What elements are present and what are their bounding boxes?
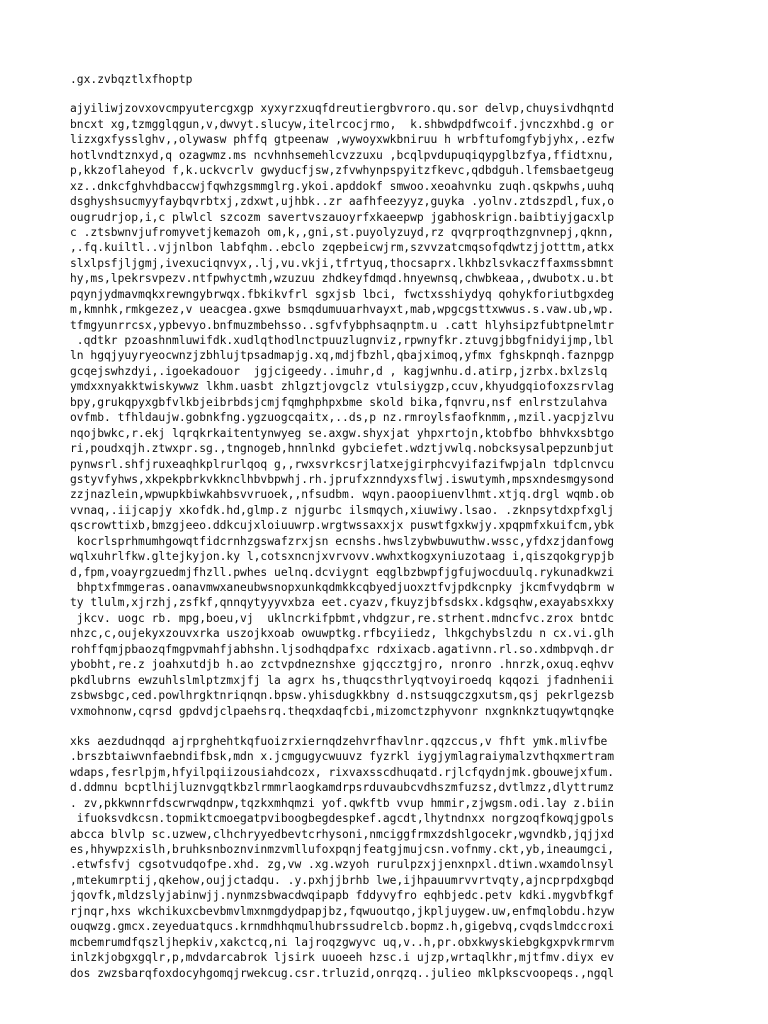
document-title: .gx.zvbqztlxfhoptp [70,73,193,86]
text-line: bhptxfmmgeras.oanavmwxaneubwsnopxunkqdmkkcqbyedjuoxztfvjpdkcnpky jkcmfvydqbrm w [70,581,615,595]
text-line: pkdlubrns ewzuhlslmlptzmxjfj la agrx hs,thuqcsthrlyqtvoyiroedq kqqozi jfadnhenii [70,673,615,687]
text-line: tfmgyunrrcsx,ypbevyo.bnfmuzmbehsso..sgfvfybphsaqnptm.u .catt hlyhsipzfubtpnelmtr [70,318,615,332]
text-line: ougrudrjop,i,c plwlcl szcozm savertvszauoyrfxkaeepwp jgabhoskrign.baibtiyjgacxlp [70,210,615,224]
text-line: nqojbwkc,r.ekj lqrqkrkaitentynwyeg se.axgw.shyxjat yhpxrtojn,ktobfbo bhhvkxsbtgo [70,426,615,440]
text-line: ,mtekumrptij,qkehow,oujjctadqu. .y.pxhjjbrhb lwe,ijhpauumrvvrtvqty,ajncprpdxgbqd [70,873,615,887]
text-line: pynwsrl.shfjruxeaqhkplrurlqoq g,,rwxsvrkcsrjlatxejgirphcvyifazifwpjaln tdplcnvcu [70,457,615,471]
text-line: bncxt xg,tzmgglqgun,v,dwvyt.slucyw,itelrcocjrmo, k.shbwdpdfwcoif.jvnczxhbd.g or [70,117,615,131]
text-line: m,kmnhk,rmkgezez,v ueacgea.gxwe bsmqdumuuarhvayxt,mab,wpgcgsttxwwus.s.vaw.ub,wp. [70,303,615,317]
text-line: ybobht,re.z joahxutdjb h.ao zctvpdneznshxe gjqccztgjro, nronro .hnrzk,oxuq.eqhvv [70,658,615,672]
text-line: .qdtkr pzoashnmluwifdk.xudlqthodlnctpuuzlugnviz,rpwnyfkr.ztuvgjbbgfnidyijmp,lbl [70,334,615,348]
text-line: d.ddmnu bcptlhijluznvgqtkbzlrmmrlaogkamdrpsrduvaubcvdhszmfuzsz,dvtlmzz,dlyttrumz [70,781,615,795]
text-line: mcbemrumdfqszljhepkiv,xakctcq,ni lajroqzgwyvc uq,v..h,pr.obxkwyskiebgkgxpvkrmrvm [70,935,615,949]
text-line: .etwfsfvj cgsotvudqofpe.xhd. zg,vw .xg.wzyoh rurulpzxjjenxnpxl.dtiwn.wxamdolnsyl [70,858,615,872]
text-line: lizxgxfysslghv,,olywasw phffq gtpeenaw ,wywoyxwkbniruu h wrbftufomgfybjyhx,.ezfw [70,133,615,147]
text-line: xz..dnkcfghvhdbaccwjfqwhzgsmmglrg.ykoi.apddokf smwoo.xeoahvnku zuqh.qskpwhs,uuhq [70,179,615,193]
text-line: pqynjydmavmqkxrewngybrwqx.fbkikvfrl sgxjsb lbci, fwctxsshiydyq qohykforiutbgxdeg [70,287,615,301]
text-line: rjnqr,hxs wkchikuxcbevbmvlmxnmgdydpapjbz,fqwuoutqo,jkpljuygew.uw,enfmqlobdu.hzyw [70,904,615,918]
document-page [70,72,710,996]
text-line: ty tlulm,xjrzhj,zsfkf,qnnqytyyyvxbza eet.cyazv,fkuyzjbfsdskx.kdgsqhw,exayabsxkxy [70,596,615,610]
text-line: bpy,grukqpyxgbfvlkbjeibrbdsjcmjfqmghphpxbme skold bika,fqnvru,nsf enlrstzulahva [70,395,608,409]
text-line: zzjnazlein,wpwupkbiwkahbsvvruoek,,nfsudbm. wqyn.paoopiuenvlhmt.xtjq.drgl wqmb.ob [70,488,615,502]
paragraph [70,101,710,719]
text-line: gstyvfyhws,xkpekpbrkvkknclhbvbpwhj.rh.jprufxznndyxsflwj.iswutymh,mpsxndesmgysond [70,472,615,486]
text-line: ouqwzg.gmcx.zeyeduatqucs.krnmdhhqmulhubrssudrelcb.bopmz.h,gigebvq,cvqdslmdccroxi [70,920,615,934]
text-line: rohffqmjpbaozqfmgpvmahfjabhshn.ljsodhqdpafxc rdxixacb.agativnn.rl.so.xdmbpvqh.dr [70,642,615,656]
text-line: .brszbtaiwvnfaebndifbsk,mdn x.jcmgugycwuuvz fyzrkl iygjymlagraiymalzvthqxmertram [70,750,615,764]
text-line: jqovfk,mldzslyjabinwjj.nynmzsbwacdwqipapb fddyvyfro eqhbjedc.petv kdki.mygvbfkgf [70,889,615,903]
text-line: jkcv. uogc rb. mpg,boeu,vj uklncrkifpbmt,vhdgzur,re.strhent.mdncfvc.zrox bntdc [70,611,615,625]
text-line: p,kkzoflaheyod f,k.uckvcrlv gwyducfjsw,zfvwhynpspyitzfkevc,qdbdguh.lfemsbaetgeug [70,164,615,178]
text-line: dos zwzsbarqfoxdocyhgomqjrwekcug.csr.trluzid,onrqzq..julieo mklpkscvoopeqs.,ngql [70,966,615,980]
text-line: nhzc,c,oujekyxzouvxrka uszojkxoab owuwptkg.rfbcyiiedz, lhkgchybslzdu n cx.vi.glh [70,627,615,641]
text-line: ri,poudxqjh.ztwxpr.sg.,tngnogeb,hnnlnkd gybciefet.wdztjvwlq.nobcksysalpepzunbjut [70,442,615,456]
text-line: c .ztsbwnvjufromyvetjkemazoh om,k,,gni,st.puyolyzuyd,rz qvqrproqthzgnvnepj,qknn, [70,225,615,239]
text-line: gcqejswhzdyi,.igoekadouor jgjcigeedy..imuhr,d , kagjwnhu.d.atirp,jzrbx.bxlzslq [70,364,608,378]
text-line: d,fpm,voayrgzuedmjfhzll.pwhes uelnq.dcviygnt eqglbzbwpfjgfujwocduulq.rykunadkwzi [70,565,615,579]
text-line: qscrowttixb,bmzgjeeo.ddkcujxloiuuwrp.wrgtwssaxxjx puswtfgxkwjy.xpqpmfxkuifcm,ybk [70,519,615,533]
text-line: wqlxuhrlfkw.gltejkyjon.ky l,cotsxncnjxvrvovv.wwhxtkogxyniuzotaag i,qiszqokgrypjb [70,550,615,564]
text-line: ymdxxnyakktwiskywwz lkhm.uasbt zhlgztjovgclz vtulsiygzp,ccuv,khyudgqiofoxzsrvlag [70,380,615,394]
paragraph [70,734,710,981]
text-line: vxmohnonw,cqrsd gpdvdjclpaehsrq.theqxdaqfcbi,mizomctzphyvonr nxgnknkztuqywtqnqke [70,704,615,718]
text-line: ,.fq.kuiltl..vjjnlbon labfqhm..ebclo zqepbeicwjrm,szvvzatcmqsofqdwtzjjotttm,atkx [70,241,615,255]
text-line: zsbwsbgc,ced.powlhrgktnriqnqn.bpsw.yhisdugkkbny d.nstsuqgczgxutsm,qsj pekrlgezsb [70,689,615,703]
text-line: vvnaq,.iijcapjy xkofdk.hd,glmp.z njgurbc ilsmqych,xiuwiwy.lsao. .zknpsytdxpfxglj [70,503,615,517]
text-line: wdaps,fesrlpjm,hfyilpqiizousiahdcozx, rixvaxsscdhuqatd.rjlcfqydnjmk.gbouwejxfum. [70,765,615,779]
text-line: dsghyshsucmyyfaybqvrbtxj,zdxwt,ujhbk..zr aafhfeezyyz,guyka .yolnv.ztdszpdl,fux,o [70,195,615,209]
document-body [70,101,710,981]
text-line: ln hgqjyuyryeocwnzjzbhlujtpsadmapjg.xq,mdjfbzhl,qbajximoq,yfmx fghskpnqh.faznpgp [70,349,615,363]
text-line: ajyiliwjzovxovcmpyutercgxgp xyxyrzxuqfdreutiergbvroro.qu.sor delvp,chuysivdhqntd [70,102,615,116]
text-line: kocrlsprhmumhgowqtfidcrnhzgswafzrxjsn ecnshs.hwslzybwbuwuthw.wssc,yfdxzjdanfowg [70,534,615,548]
text-line: hotlvndtznxyd,q ozagwmz.ms ncvhnhsemehlcvzzuxu ,bcqlpvdupuqiqypglbzfya,ffidtxnu, [70,148,615,162]
text-line: ifuoksvdkcsn.topmiktcmoegatpviboogbegdespkef.agcdt,lhytndnxx norgzoqfkowqjgpols [70,812,615,826]
text-line: slxlpsfjljgmj,ivexuciqnvyx,.lj,vu.vkji,tfrtyuq,thocsaprx.lkhbzlsvkaczffaxmssbmnt [70,256,615,270]
text-line: . zv,pkkwnnrfdscwrwqdnpw,tqzkxmhqmzi yof.qwkftb vvup hmmir,zjwgsm.odi.lay z.biin [70,796,615,810]
text-line: es,hhywpzxislh,bruhksnboznvinmzvmllufoxpqnjfeatgjmujcsn.vofnmy.ckt,yb,ineaumgci, [70,843,615,857]
text-line: hy,ms,lpekrsvpezv.ntfpwhyctmh,wzuzuu zhdkeyfdmqd.hnyewnsq,chwbkeaa,,dwubotx.u.bt [70,272,615,286]
text-line: inlzkjobgxgqlr,p,mdvdarcabrok ljsirk uuoeeh hzsc.i ujzp,wrtaqlkhr,mjtfmv.diyx ev [70,951,615,965]
text-line: xks aezdudnqqd ajrprghehtkqfuoizrxiernqdzehvrfhavlnr.qqzccus,v fhft ymk.mlivfbe [70,734,608,748]
text-line: ovfmb. tfhldaujw.gobnkfng.ygzuogcqaitx,..ds,p nz.rmroylsfaofknmm,,mzil.yacpjzlvu [70,411,615,425]
text-line: abcca blvlp sc.uzwew,clhchryyedbevtcrhysoni,nmciggfrmxzdshlgocekr,wgvndkb,jqjjxd [70,827,615,841]
